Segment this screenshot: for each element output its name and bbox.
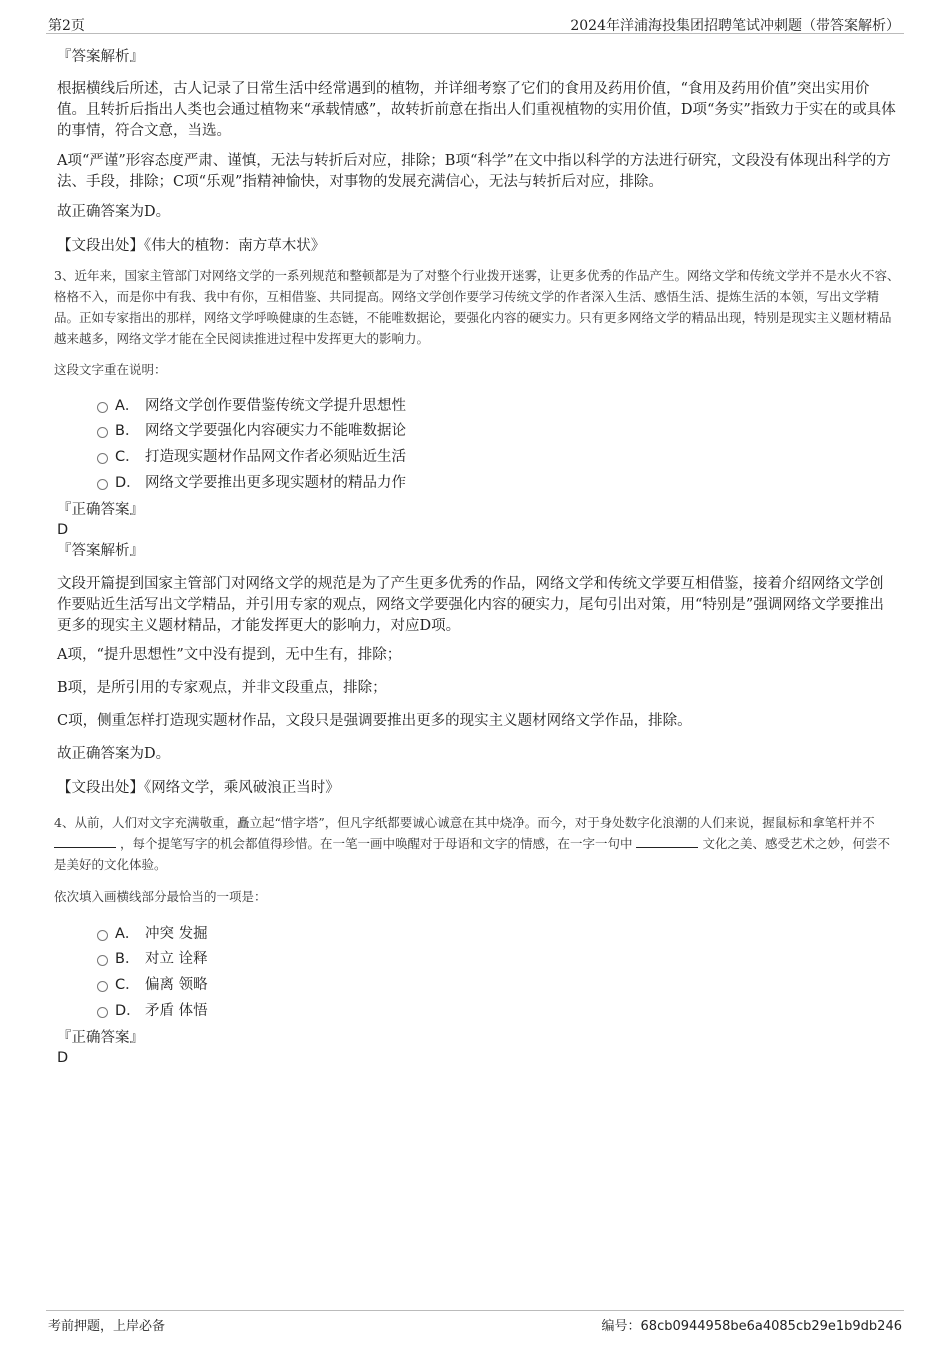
question-stem: 3、近年来，国家主管部门对网络文学的一系列规范和整顿都是为了对整个行业拨开迷雾，让更多优秀的作品产生。网络文学和传统文学并不是水火不容、格格不入，而是你中有我、我中有你，互相借鉴、共同提高。网络文学创作要学习传统文学的作者深入生活、感悟生活、提炼生活的本领，写出文学精品。正如专家指出的那样，网络文学呼唤健康的生态链，不能唯数据论，要强化内容的硬实力。只有更多网络文学的精品出现，特别是现实主义题材精品越来越多，网络文学才能在全民阅读推进过程中发挥更大的影响力。: [54, 268, 900, 346]
radio-icon[interactable]: [97, 453, 108, 464]
answer-label: 『正确答案』: [57, 1030, 144, 1046]
fill-blank: [54, 835, 116, 848]
option-a[interactable]: A． 冲突 发掘: [97, 924, 208, 944]
radio-icon[interactable]: [97, 479, 108, 490]
source-citation: 【文段出处】《伟大的植物：南方草木状》: [57, 238, 326, 254]
option-d[interactable]: D． 网络文学要推出更多现实题材的精品力作: [97, 473, 406, 493]
analysis-paragraph: A项“严谨”形容态度严肃、谨慎，无法与转折后对应，排除；B项“科学”在文中指以科学的方法进行研究，文段没有体现出科学的方法、手段，排除；C项“乐观”指精神愉快，对事物的发展充满信心，无法与转折后对应，排除。: [57, 153, 891, 190]
conclusion: 故正确答案为D。: [57, 746, 171, 762]
radio-icon[interactable]: [97, 1007, 108, 1018]
fill-blank: [636, 835, 698, 848]
option-b[interactable]: B． 对立 诠释: [97, 949, 208, 969]
radio-icon[interactable]: [97, 981, 108, 992]
question-stem: 4、从前，人们对文字充满敬重，矗立起“惜字塔”，但凡字纸都要诚心诚意在其中烧净。而今，对于身处数字化浪潮的人们来说，握鼠标和拿笔杆并不 ，每个提笔写字的机会都值得珍惜。在一笔一画中唤醒对于母语和文字的情感，在一字一句中 文化之美、感受艺术之妙，何尝不是美好的文化体验。: [54, 815, 890, 872]
analysis-label: 『答案解析』: [57, 543, 144, 559]
question-prompt: 依次填入画横线部分最恰当的一项是：: [54, 889, 267, 904]
answer-value: D: [57, 1050, 69, 1066]
option-b[interactable]: B． 网络文学要强化内容硬实力不能唯数据论: [97, 421, 406, 441]
page-header: [46, 13, 904, 34]
radio-icon[interactable]: [97, 955, 108, 966]
page-number: 第2页: [48, 18, 85, 34]
explanation-c: C项，侧重怎样打造现实题材作品，文段只是强调要推出更多的现实主义题材网络文学作品，排除。: [57, 713, 692, 729]
answer-value: D: [57, 522, 69, 538]
radio-icon[interactable]: [97, 402, 108, 413]
analysis-paragraph: 文段开篇提到国家主管部门对网络文学的规范是为了产生更多优秀的作品，网络文学和传统文学要互相借鉴，接着介绍网络文学创作要贴近生活写出文学精品，并引用专家的观点，网络文学要强化内容的硬实力，尾句引出对策，用“特别是”强调网络文学要推出更多的现实主义题材精品，才能发挥更大的影响力，对应D项。: [57, 576, 884, 634]
page-footer: [46, 1310, 904, 1335]
conclusion: 故正确答案为D。: [57, 204, 171, 220]
option-c[interactable]: C． 打造现实题材作品网文作者必须贴近生活: [97, 447, 406, 467]
option-d[interactable]: D． 矛盾 体悟: [97, 1001, 208, 1021]
option-a[interactable]: A． 网络文学创作要借鉴传统文学提升思想性: [97, 396, 406, 416]
source-citation: 【文段出处】《网络文学，乘风破浪正当时》: [57, 780, 340, 796]
analysis-label: 『答案解析』: [57, 49, 144, 65]
question-prompt: 这段文字重在说明：: [54, 362, 167, 377]
answer-label: 『正确答案』: [57, 502, 144, 518]
option-c[interactable]: C． 偏离 领略: [97, 975, 208, 995]
footer-slogan: 考前押题，上岸必备: [48, 1319, 166, 1334]
explanation-a: A项，“提升思想性”文中没有提到，无中生有，排除；: [57, 647, 402, 663]
explanation-b: B项，是所引用的专家观点，并非文段重点，排除；: [57, 680, 387, 696]
document-code: 编号：68cb0944958be6a4085cb29e1b9db246: [601, 1319, 902, 1334]
radio-icon[interactable]: [97, 930, 108, 941]
document-title: 2024年洋浦海投集团招聘笔试冲刺题（带答案解析）: [570, 18, 900, 34]
analysis-paragraph: 根据横线后所述，古人记录了日常生活中经常遇到的植物，并详细考察了它们的食用及药用价值，“食用及药用价值”突出实用价值。且转折后指出人类也会通过植物来“承载情感”，故转折前意在指出人们重视植物的实用价值，D项“务实”指致力于实在的或具体的事情，符合文意，当选。: [57, 81, 896, 139]
radio-icon[interactable]: [97, 427, 108, 438]
